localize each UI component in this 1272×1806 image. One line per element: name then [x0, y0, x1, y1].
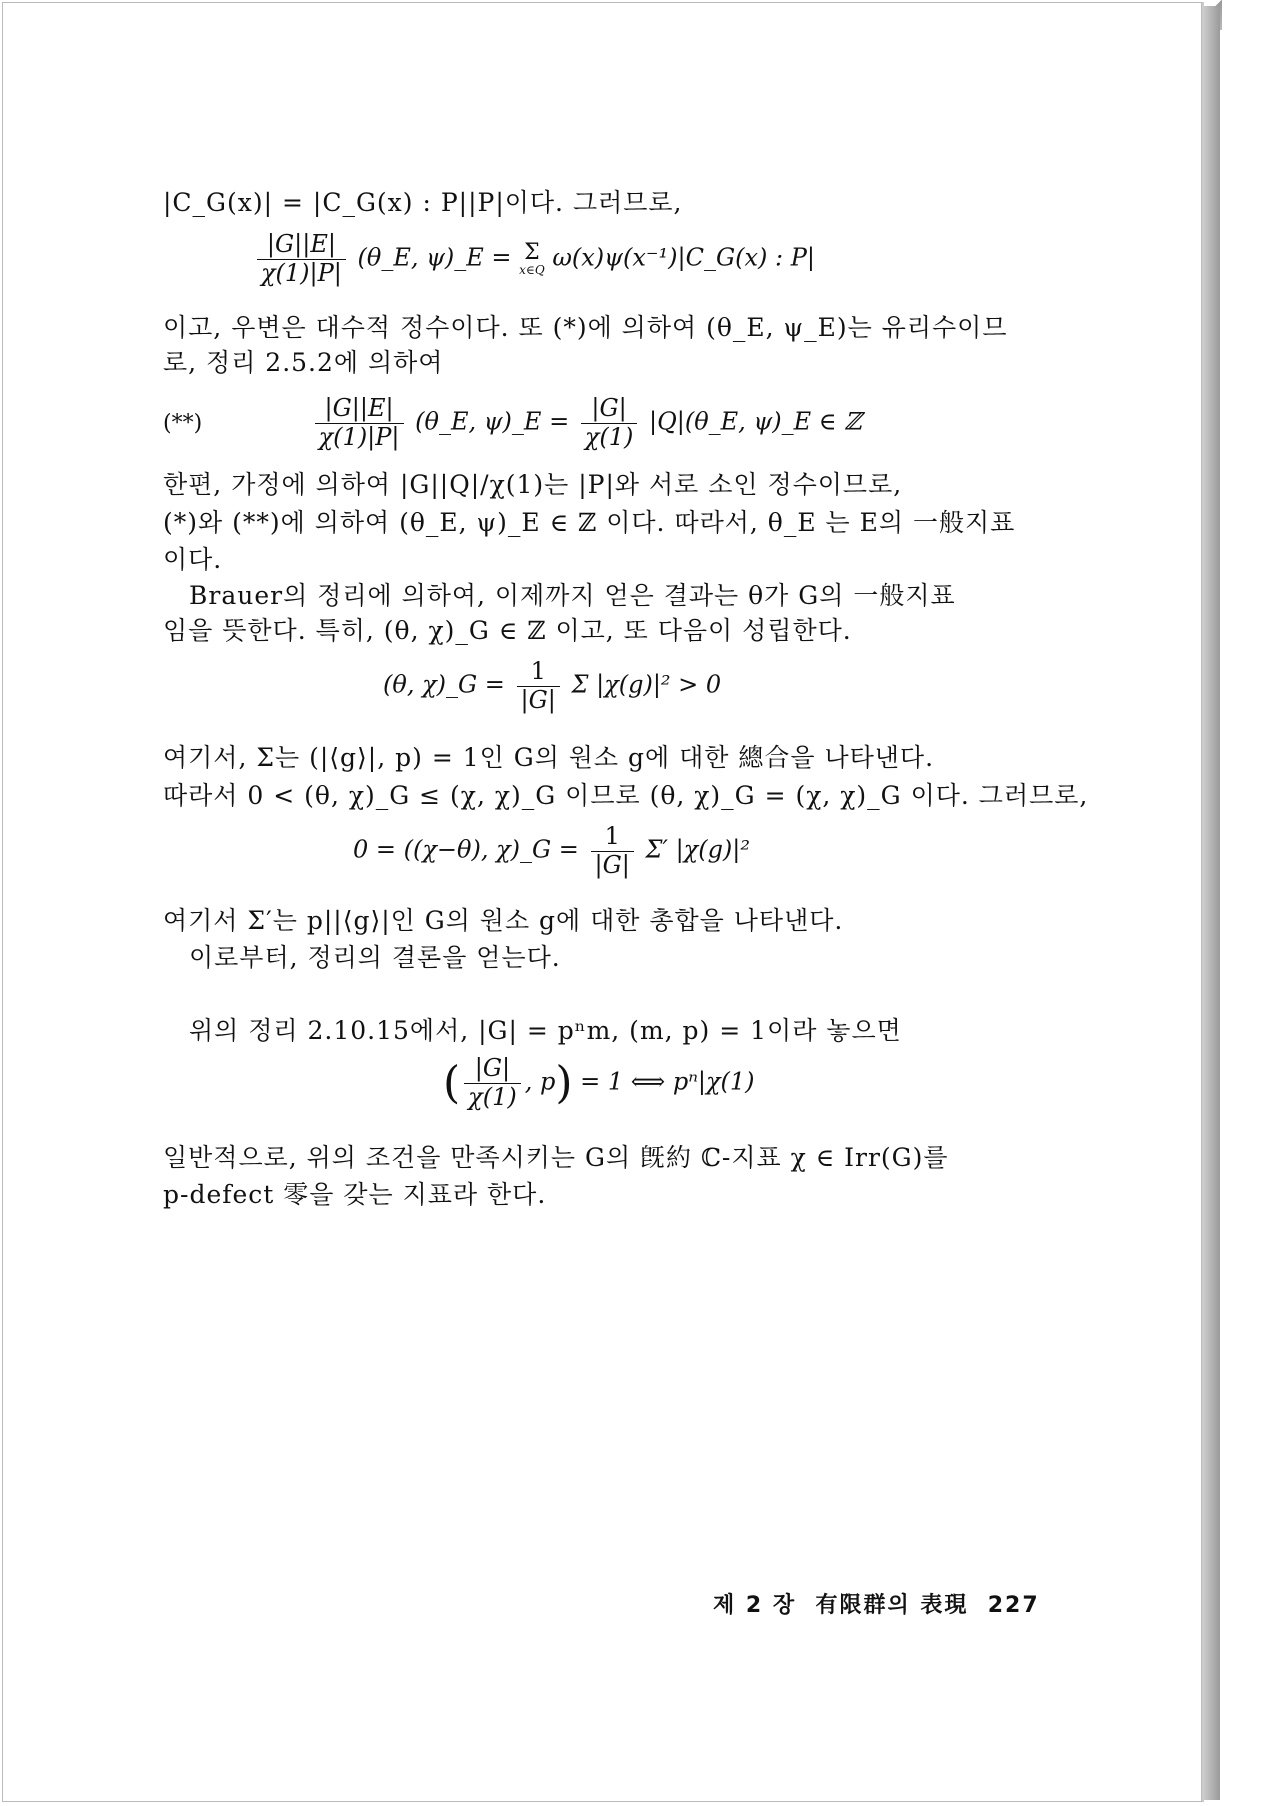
text-line-13: 위의 정리 2.10.15에서, |G| = pⁿm, (m, p) = 1이라 놓으면	[189, 1016, 902, 1045]
fraction-6-den: χ(1)	[468, 1082, 517, 1111]
equation-4-rhs: Σ′ |χ(g)|²	[645, 835, 751, 864]
fraction-5-num: 1	[591, 823, 634, 852]
summation-1-sub: x∈Q	[519, 263, 545, 278]
equation-1-mid: (θ_E, ψ)_E =	[357, 243, 512, 272]
equation-4	[353, 823, 750, 879]
equation-2-label: (**)	[163, 410, 203, 436]
fraction-1-num: |G||E|	[257, 231, 346, 260]
summation-1: Σ x∈Q	[519, 240, 545, 278]
fraction-4	[517, 658, 560, 714]
text-line-4: 한편, 가정에 의하여 |G||Q|/χ(1)는 |P|와 서로 소인 정수이므로,	[163, 470, 903, 499]
fraction-2	[315, 395, 404, 451]
fraction-3-den: χ(1)	[584, 422, 634, 451]
left-paren: (	[443, 1057, 461, 1109]
equation-5-rhs: = 1 ⟺ pⁿ|χ(1)	[580, 1067, 755, 1096]
equation-5-tail: , p	[524, 1067, 556, 1096]
equation-1	[253, 231, 815, 287]
text-line-3: 로, 정리 2.5.2에 의하여	[163, 348, 444, 377]
text-line-10: 따라서 0 < (θ, χ)_G ≤ (χ, χ)_G 이므로 (θ, χ)_G = (χ, χ)_G 이다. 그러므로,	[163, 781, 1089, 810]
footer-title: 有限群의 表現	[815, 1593, 969, 1618]
page-number: 227	[987, 1593, 1040, 1618]
fraction-4-den: |G|	[520, 685, 556, 714]
fraction-4-num: 1	[517, 658, 560, 687]
text-line-9: 여기서, Σ는 (|⟨g⟩|, p) = 1인 G의 원소 g에 대한 總合을 나타낸다.	[163, 743, 935, 772]
fraction-6	[464, 1055, 521, 1111]
fraction-3-num: |G|	[581, 395, 638, 424]
equation-2-mid: (θ_E, ψ)_E =	[415, 407, 570, 436]
fraction-1-den: χ(1)|P|	[261, 258, 342, 287]
text-line-2: 이고, 우변은 대수적 정수이다. 또 (*)에 의하여 (θ_E, ψ_E)는 유리수이므	[163, 313, 1008, 342]
fraction-5-den: |G|	[594, 850, 630, 879]
text-line-14: 일반적으로, 위의 조건을 만족시키는 G의 旣約 ℂ-지표 χ ∈ Irr(G)를	[163, 1143, 949, 1172]
equation-3-lhs: (θ, χ)_G =	[383, 670, 505, 699]
page-edge	[1200, 6, 1220, 1800]
fraction-2-den: χ(1)|P|	[318, 422, 400, 451]
equation-4-lhs: 0 = ((χ−θ), χ)_G =	[353, 835, 579, 864]
fraction-5	[591, 823, 634, 879]
footer-chapter: 제 2 장	[713, 1593, 797, 1618]
right-paren: )	[555, 1057, 573, 1109]
text-line-7: Brauer의 정리에 의하여, 이제까지 얻은 결과는 θ가 G의 一般지표	[189, 581, 956, 610]
equation-3-rhs: Σ |χ(g)|² > 0	[571, 670, 722, 699]
text-line-1: |C_G(x)| = |C_G(x) : P||P|이다. 그러므로,	[163, 188, 683, 217]
text-line-15: p-defect 零을 갖는 지표라 한다.	[163, 1180, 547, 1209]
text-line-11: 여기서 Σ′는 p||⟨g⟩|인 G의 원소 g에 대한 총합을 나타낸다.	[163, 906, 844, 935]
text-line-8: 임을 뜻한다. 특히, (θ, χ)_G ∈ ℤ 이고, 또 다음이 성립한다.	[163, 616, 852, 645]
fraction-1	[257, 231, 346, 287]
text-line-5: (*)와 (**)에 의하여 (θ_E, ψ)_E ∈ ℤ 이다. 따라서, θ_E 는 E의 一般지표	[163, 508, 1016, 537]
equation-5	[443, 1055, 755, 1111]
equation-2-rhs: |Q|(θ_E, ψ)_E ∈ ℤ	[649, 407, 862, 436]
text-line-6: 이다.	[163, 545, 223, 574]
book-page	[2, 2, 1202, 1802]
equation-3	[383, 658, 721, 714]
equation-1-rhs: ω(x)ψ(x⁻¹)|C_G(x) : P|	[552, 243, 815, 272]
fraction-6-num: |G|	[464, 1055, 521, 1084]
text-line-12: 이로부터, 정리의 결론을 얻는다.	[189, 943, 561, 972]
fraction-2-num: |G||E|	[315, 395, 404, 424]
page-footer	[713, 1588, 1040, 1619]
fraction-3	[581, 395, 638, 451]
equation-2	[163, 395, 1063, 451]
